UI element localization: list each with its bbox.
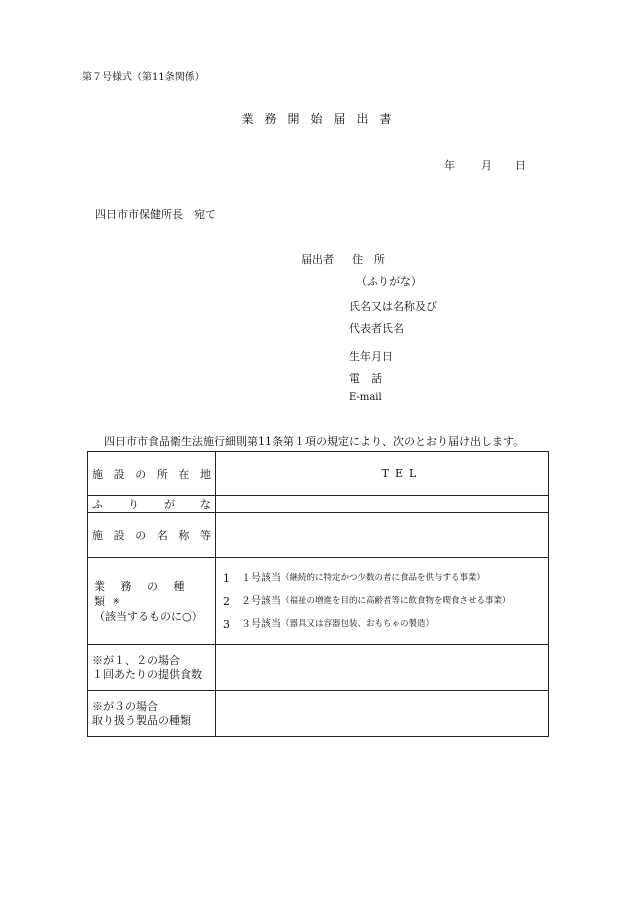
facility-name-label: 施 設 の 名 称 等 xyxy=(88,513,216,558)
notifier-email-label: E-mail xyxy=(349,392,382,403)
option-note: （継続的に特定かつ少数の者に食品を供与する事業） xyxy=(281,572,486,583)
date-year-label: 年 xyxy=(444,159,455,172)
table-row-furigana xyxy=(88,496,549,513)
meals-field[interactable] xyxy=(216,645,549,691)
facility-furigana-label: ふ り が な xyxy=(88,496,216,513)
option-2[interactable] xyxy=(216,590,548,613)
table-row-facility-location xyxy=(88,452,549,496)
products-label-line1: ※が３の場合 xyxy=(92,699,158,713)
business-type-instruction: （該当するものに○） xyxy=(94,609,203,623)
document-title: 業務開始届出書 xyxy=(241,112,403,126)
option-label: ３号該当 xyxy=(241,618,281,630)
form-number: 第７号様式（第11条関係） xyxy=(82,72,205,83)
date-day-label: 日 xyxy=(515,159,526,172)
business-type-label xyxy=(88,558,216,645)
table-row-products xyxy=(88,691,549,737)
products-label xyxy=(88,691,216,737)
notifier-name-label-line2: 代表者氏名 xyxy=(349,322,404,335)
notifier-phone-label: 電 話 xyxy=(349,372,382,385)
notifier-name-label-line1: 氏名又は名称及び xyxy=(349,300,437,313)
tel-label: TEL xyxy=(381,467,423,480)
facility-furigana-field[interactable] xyxy=(216,496,549,513)
facility-name-field[interactable] xyxy=(216,513,549,558)
table-row-business-type xyxy=(88,558,549,645)
date-month-label: 月 xyxy=(481,159,492,172)
table-row-facility-name xyxy=(88,513,549,558)
option-number: 3 xyxy=(223,617,230,631)
option-label: １号該当 xyxy=(241,572,281,584)
products-field[interactable] xyxy=(216,691,549,737)
option-note: （福祉の増進を目的に高齢者等に飲食物を喫食させる事業） xyxy=(281,595,511,606)
option-number: 1 xyxy=(223,571,230,585)
option-label: ２号該当 xyxy=(241,595,281,607)
notifier-birthdate-label: 生年月日 xyxy=(349,350,393,363)
option-3[interactable] xyxy=(216,613,548,636)
notifier-address-label: 住 所 xyxy=(352,253,385,266)
meals-label-line2: １回あたりの提供食数 xyxy=(92,667,202,681)
form-table xyxy=(87,451,549,737)
addressee: 四日市市保健所長 宛て xyxy=(95,208,216,221)
option-1[interactable] xyxy=(216,567,548,590)
business-type-options xyxy=(216,558,549,645)
notifier-furigana-label: （ふりがな） xyxy=(356,275,422,288)
meals-label xyxy=(88,645,216,691)
notifier-label: 届出者 xyxy=(301,253,334,266)
business-type-mark: ※ xyxy=(113,596,120,606)
option-note: （器具又は容器包装、おもちゃの製造） xyxy=(281,618,435,629)
facility-location-label: 施 設 の 所 在 地 xyxy=(88,452,216,496)
option-number: 2 xyxy=(223,594,230,608)
intro-text: 四日市市食品衛生法施行細則第11条第１項の規定により、次のとおり届け出します。 xyxy=(104,435,525,448)
facility-location-field[interactable] xyxy=(216,452,549,496)
table-row-meals xyxy=(88,645,549,691)
products-label-line2: 取り扱う製品の種類 xyxy=(92,713,191,727)
meals-label-line1: ※が１、２の場合 xyxy=(92,653,180,667)
business-type-title: 業 務 の 種 類 xyxy=(94,579,191,608)
